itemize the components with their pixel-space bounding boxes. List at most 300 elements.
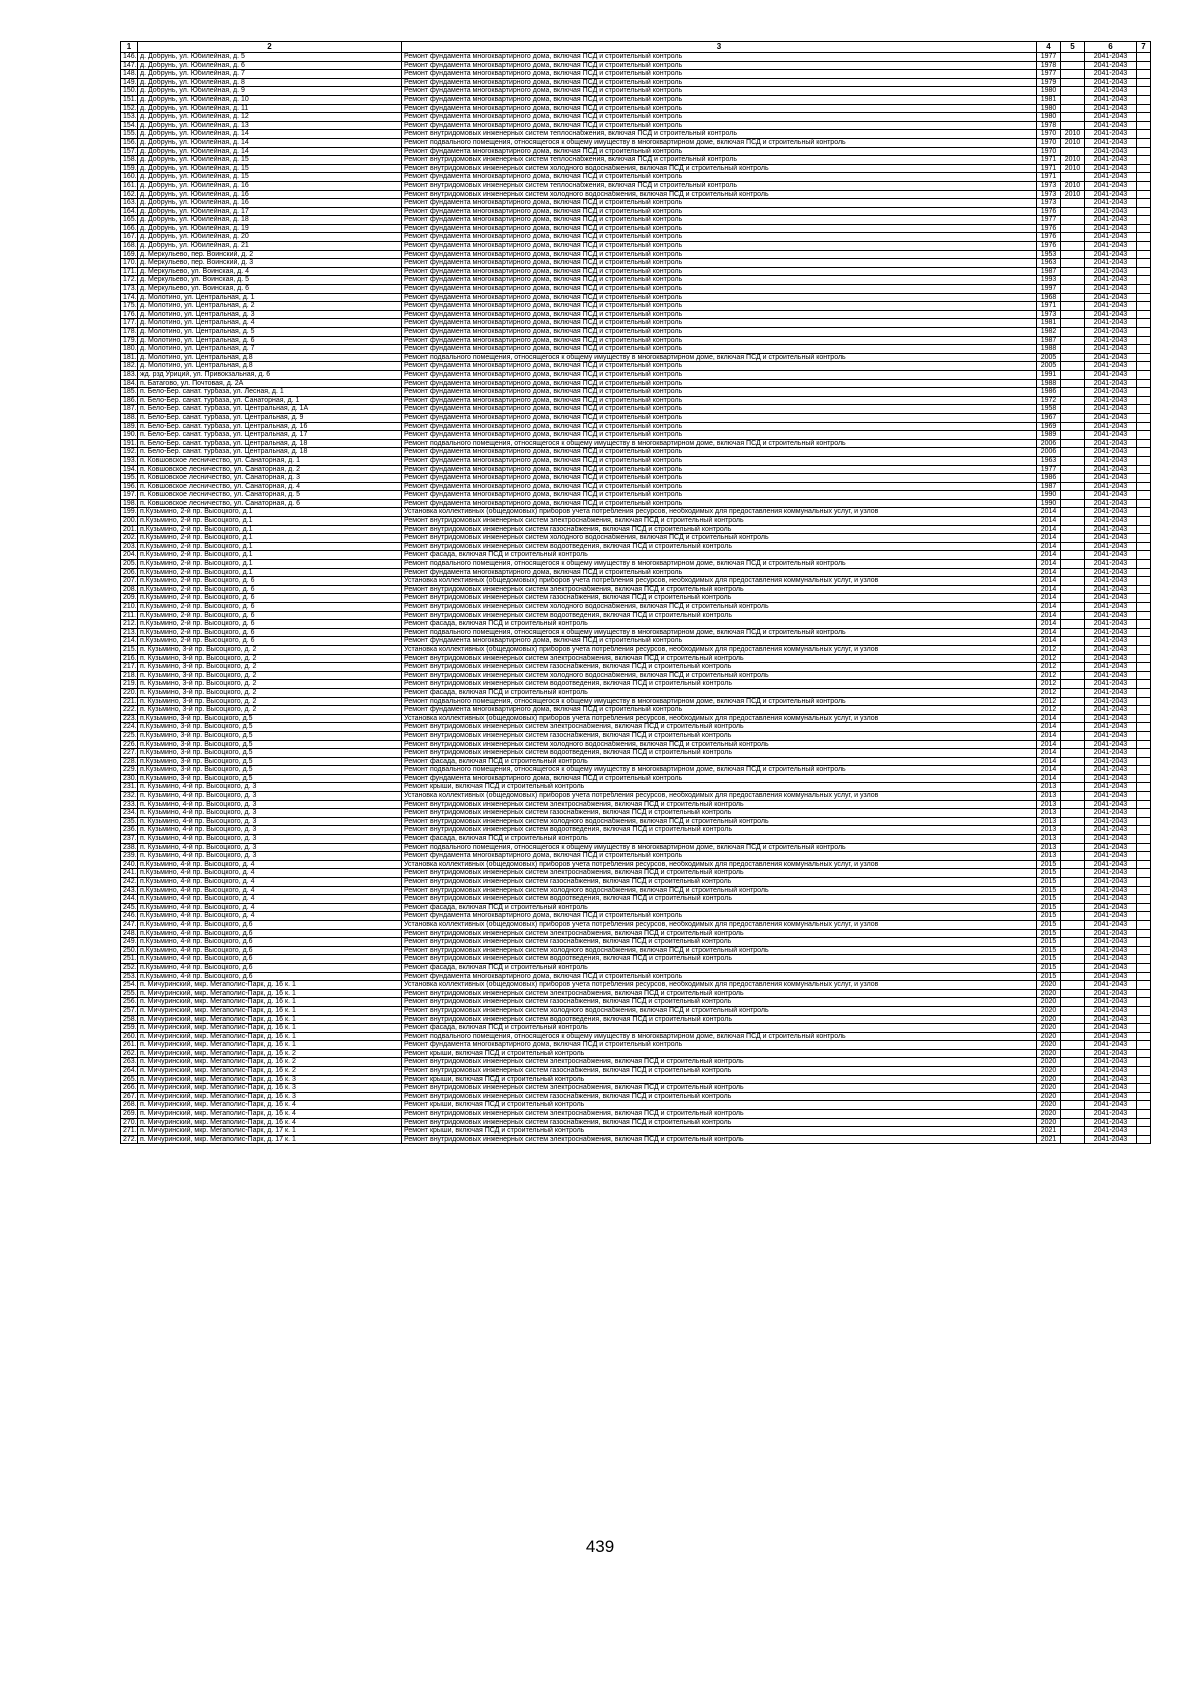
planned-period-cell: 2041-2043 [1085, 594, 1137, 603]
planned-period-cell: 2041-2043 [1085, 688, 1137, 697]
col7-cell [1137, 439, 1151, 448]
build-year-cell: 2013 [1037, 817, 1061, 826]
planned-period-cell: 2041-2043 [1085, 525, 1137, 534]
table-row [121, 130, 1151, 139]
work-type-cell: Ремонт внутридомовых инженерных систем электроснабжения, включая ПСД и строительный контроль [402, 1110, 1037, 1119]
row-number: 168. [121, 242, 138, 251]
address-cell: п.Кузьмино, 4-й пр. Высоцкого, д.6 [138, 946, 402, 955]
build-year-cell: 2014 [1037, 560, 1061, 569]
row-number: 202. [121, 534, 138, 543]
work-type-cell: Ремонт фундамента многоквартирного дома, включая ПСД и строительный контроль [402, 413, 1037, 422]
last-repair-year-cell [1061, 1024, 1085, 1033]
work-type-cell: Ремонт крыши, включая ПСД и строительный контроль [402, 1075, 1037, 1084]
col7-cell [1137, 594, 1151, 603]
planned-period-cell: 2041-2043 [1085, 285, 1137, 294]
row-number: 177. [121, 319, 138, 328]
work-type-cell: Ремонт фундамента многоквартирного дома, включая ПСД и строительный контроль [402, 345, 1037, 354]
last-repair-year-cell [1061, 671, 1085, 680]
last-repair-year-cell [1061, 517, 1085, 526]
build-year-cell: 2013 [1037, 792, 1061, 801]
table-row [121, 938, 1151, 947]
work-type-cell: Ремонт фундамента многоквартирного дома, включая ПСД и строительный контроль [402, 121, 1037, 130]
address-cell: п.Кузьмино, 4-й пр. Высоцкого, д. 4 [138, 903, 402, 912]
address-cell: п.Кузьмино, 2-й пр. Высоцкого, д. 6 [138, 611, 402, 620]
build-year-cell: 1970 [1037, 147, 1061, 156]
address-cell: п. Кузьмино, 4-й пр. Высоцкого, д. 3 [138, 800, 402, 809]
address-cell: п. Мичуринский, мкр. Мегаполис-Парк, д. 16 к. 4 [138, 1110, 402, 1119]
work-type-cell: Ремонт внутридомовых инженерных систем электроснабжения, включая ПСД и строительный контроль [402, 517, 1037, 526]
planned-period-cell: 2041-2043 [1085, 448, 1137, 457]
build-year-cell: 2020 [1037, 1118, 1061, 1127]
last-repair-year-cell [1061, 860, 1085, 869]
table-row [121, 70, 1151, 79]
address-cell: п. Ковшовское лесничество, ул. Санаторная, д. 4 [138, 482, 402, 491]
table-row [121, 1127, 1151, 1136]
table-row [121, 835, 1151, 844]
build-year-cell: 2012 [1037, 706, 1061, 715]
last-repair-year-cell [1061, 267, 1085, 276]
col7-cell [1137, 972, 1151, 981]
build-year-cell: 2015 [1037, 955, 1061, 964]
last-repair-year-cell [1061, 1110, 1085, 1119]
table-row [121, 293, 1151, 302]
last-repair-year-cell [1061, 878, 1085, 887]
planned-period-cell: 2041-2043 [1085, 843, 1137, 852]
work-type-cell: Ремонт внутридомовых инженерных систем газоснабжения, включая ПСД и строительный контроль [402, 525, 1037, 534]
work-type-cell: Ремонт внутридомовых инженерных систем холодного водоснабжения, включая ПСД и строительный контроль [402, 946, 1037, 955]
col7-cell [1137, 878, 1151, 887]
build-year-cell: 2014 [1037, 517, 1061, 526]
col7-cell [1137, 431, 1151, 440]
table-row [121, 714, 1151, 723]
address-cell: д. Молотино, ул. Центральная, д. 6 [138, 336, 402, 345]
build-year-cell: 2006 [1037, 439, 1061, 448]
table-row [121, 147, 1151, 156]
address-cell: д. Добрунь, ул. Юбилейная, д. 17 [138, 207, 402, 216]
last-repair-year-cell [1061, 233, 1085, 242]
row-number: 242. [121, 878, 138, 887]
address-cell: д. Добрунь, ул. Юбилейная, д. 5 [138, 53, 402, 62]
table-row [121, 173, 1151, 182]
address-cell: д. Добрунь, ул. Юбилейная, д. 8 [138, 78, 402, 87]
planned-period-cell: 2041-2043 [1085, 637, 1137, 646]
table-row [121, 680, 1151, 689]
row-number: 244. [121, 895, 138, 904]
planned-period-cell: 2041-2043 [1085, 1092, 1137, 1101]
planned-period-cell: 2041-2043 [1085, 147, 1137, 156]
table-row [121, 757, 1151, 766]
address-cell: п. Мичуринский, мкр. Мегаполис-Парк, д. 16 к. 1 [138, 1032, 402, 1041]
build-year-cell: 2006 [1037, 448, 1061, 457]
col7-cell [1137, 525, 1151, 534]
col7-cell [1137, 181, 1151, 190]
table-row [121, 267, 1151, 276]
address-cell: п. Ковшовское лесничество, ул. Санаторная, д. 3 [138, 474, 402, 483]
col7-cell [1137, 207, 1151, 216]
col7-cell [1137, 1127, 1151, 1136]
address-cell: д. Добрунь, ул. Юбилейная, д. 14 [138, 147, 402, 156]
work-type-cell: Ремонт фундамента многоквартирного дома, включая ПСД и строительный контроль [402, 482, 1037, 491]
last-repair-year-cell [1061, 1006, 1085, 1015]
col7-cell [1137, 749, 1151, 758]
row-number: 251. [121, 955, 138, 964]
table-row [121, 860, 1151, 869]
address-cell: п. Батагово, ул. Почтовая, д. 2А [138, 379, 402, 388]
last-repair-year-cell [1061, 1041, 1085, 1050]
last-repair-year-cell [1061, 1101, 1085, 1110]
work-type-cell: Ремонт внутридомовых инженерных систем водоотведения, включая ПСД и строительный контроль [402, 1015, 1037, 1024]
build-year-cell: 1973 [1037, 199, 1061, 208]
last-repair-year-cell [1061, 422, 1085, 431]
address-cell: д. Добрунь, ул. Юбилейная, д. 9 [138, 87, 402, 96]
work-type-cell: Ремонт внутридомовых инженерных систем холодного водоснабжения, включая ПСД и строительный контроль [402, 534, 1037, 543]
row-number: 204. [121, 551, 138, 560]
address-cell: п. Кузьмино, 4-й пр. Высоцкого, д. 3 [138, 826, 402, 835]
work-type-cell: Ремонт фасада, включая ПСД и строительный контроль [402, 835, 1037, 844]
address-cell: п. Мичуринский, мкр. Мегаполис-Парк, д. 16 к. 1 [138, 1024, 402, 1033]
work-type-cell: Ремонт фундамента многоквартирного дома, включая ПСД и строительный контроль [402, 852, 1037, 861]
address-cell: п. Бело-Бер. санат. турбаза, ул. Центральная, д. 17 [138, 431, 402, 440]
build-year-cell: 2012 [1037, 645, 1061, 654]
row-number: 209. [121, 594, 138, 603]
build-year-cell: 1968 [1037, 293, 1061, 302]
last-repair-year-cell [1061, 302, 1085, 311]
last-repair-year-cell [1061, 903, 1085, 912]
build-year-cell: 1977 [1037, 70, 1061, 79]
header-col-6: 6 [1085, 42, 1137, 53]
col7-cell [1137, 78, 1151, 87]
row-number: 196. [121, 482, 138, 491]
address-cell: жд. рзд Уриций, ул. Привокзальная, д. 6 [138, 370, 402, 379]
col7-cell [1137, 259, 1151, 268]
address-cell: д. Молотино, ул. Центральная, д. 3 [138, 310, 402, 319]
col7-cell [1137, 517, 1151, 526]
last-repair-year-cell: 2010 [1061, 190, 1085, 199]
work-type-cell: Ремонт внутридомовых инженерных систем газоснабжения, включая ПСД и строительный контроль [402, 731, 1037, 740]
table-row [121, 104, 1151, 113]
table-row [121, 113, 1151, 122]
planned-period-cell: 2041-2043 [1085, 1127, 1137, 1136]
table-row [121, 207, 1151, 216]
table-row [121, 774, 1151, 783]
row-number: 267. [121, 1092, 138, 1101]
col7-cell [1137, 121, 1151, 130]
last-repair-year-cell [1061, 1075, 1085, 1084]
address-cell: д. Добрунь, ул. Юбилейная, д. 16 [138, 199, 402, 208]
work-type-cell: Ремонт подвального помещения, относящегося к общему имуществу в многоквартирном доме, включая ПСД и строительный контроль [402, 1032, 1037, 1041]
row-number: 203. [121, 542, 138, 551]
table-row [121, 998, 1151, 1007]
build-year-cell: 2015 [1037, 963, 1061, 972]
work-type-cell: Установка коллективных (общедомовых) приборов учета потребления ресурсов, необходимых для предоставления коммунальных услуг, и узлов [402, 981, 1037, 990]
table-row [121, 706, 1151, 715]
last-repair-year-cell [1061, 370, 1085, 379]
planned-period-cell: 2041-2043 [1085, 370, 1137, 379]
address-cell: д. Добрунь, ул. Юбилейная, д. 21 [138, 242, 402, 251]
table-row [121, 121, 1151, 130]
work-type-cell: Ремонт внутридомовых инженерных систем холодного водоснабжения, включая ПСД и строительный контроль [402, 886, 1037, 895]
table-row [121, 422, 1151, 431]
work-type-cell: Ремонт внутридомовых инженерных систем холодного водоснабжения, включая ПСД и строительный контроль [402, 740, 1037, 749]
build-year-cell: 2013 [1037, 835, 1061, 844]
last-repair-year-cell [1061, 972, 1085, 981]
col7-cell [1137, 585, 1151, 594]
row-number: 160. [121, 173, 138, 182]
work-type-cell: Ремонт фасада, включая ПСД и строительный контроль [402, 963, 1037, 972]
address-cell: п.Кузьмино, 4-й пр. Высоцкого, д. 4 [138, 895, 402, 904]
address-cell: п.Кузьмино, 4-й пр. Высоцкого, д.6 [138, 929, 402, 938]
last-repair-year-cell [1061, 929, 1085, 938]
row-number: 270. [121, 1118, 138, 1127]
planned-period-cell: 2041-2043 [1085, 1015, 1137, 1024]
address-cell: п.Кузьмино, 2-й пр. Высоцкого, д. 6 [138, 594, 402, 603]
address-cell: д. Молотино, ул. Центральная, д. 1 [138, 293, 402, 302]
row-number: 200. [121, 517, 138, 526]
row-number: 185. [121, 388, 138, 397]
col7-cell [1137, 276, 1151, 285]
build-year-cell: 1967 [1037, 413, 1061, 422]
row-number: 150. [121, 87, 138, 96]
table-row [121, 362, 1151, 371]
table-row [121, 568, 1151, 577]
row-number: 179. [121, 336, 138, 345]
col7-cell [1137, 843, 1151, 852]
table-row [121, 1084, 1151, 1093]
last-repair-year-cell [1061, 87, 1085, 96]
table-row [121, 1092, 1151, 1101]
table-row [121, 1032, 1151, 1041]
planned-period-cell: 2041-2043 [1085, 207, 1137, 216]
address-cell: д. Молотино, ул. Центральная, д. 2 [138, 302, 402, 311]
planned-period-cell: 2041-2043 [1085, 113, 1137, 122]
planned-period-cell: 2041-2043 [1085, 757, 1137, 766]
table-row [121, 164, 1151, 173]
last-repair-year-cell [1061, 886, 1085, 895]
address-cell: п.Кузьмино, 2-й пр. Высоцкого, д. 6 [138, 585, 402, 594]
planned-period-cell: 2041-2043 [1085, 560, 1137, 569]
table-row [121, 474, 1151, 483]
work-type-cell: Ремонт фундамента многоквартирного дома, включая ПСД и строительный контроль [402, 53, 1037, 62]
work-type-cell: Ремонт фундамента многоквартирного дома, включая ПСД и строительный контроль [402, 1041, 1037, 1050]
col7-cell [1137, 61, 1151, 70]
work-type-cell: Ремонт фасада, включая ПСД и строительный контроль [402, 688, 1037, 697]
table-row [121, 259, 1151, 268]
build-year-cell: 1990 [1037, 491, 1061, 500]
address-cell: п.Кузьмино, 2-й пр. Высоцкого, д. 6 [138, 620, 402, 629]
address-cell: п. Кузьмино, 3-й пр. Высоцкого, д. 2 [138, 671, 402, 680]
work-type-cell: Ремонт фундамента многоквартирного дома, включая ПСД и строительный контроль [402, 276, 1037, 285]
address-cell: п.Кузьмино, 2-й пр. Высоцкого, д.1 [138, 551, 402, 560]
planned-period-cell: 2041-2043 [1085, 491, 1137, 500]
address-cell: д. Меркульево, пер. Воинский, д. 2 [138, 250, 402, 259]
table-row [121, 319, 1151, 328]
planned-period-cell: 2041-2043 [1085, 981, 1137, 990]
address-cell: п.Кузьмино, 4-й пр. Высоцкого, д.6 [138, 963, 402, 972]
col7-cell [1137, 628, 1151, 637]
work-type-cell: Ремонт подвального помещения, относящегося к общему имуществу в многоквартирном доме, включая ПСД и строительный контроль [402, 628, 1037, 637]
row-number: 207. [121, 577, 138, 586]
last-repair-year-cell [1061, 680, 1085, 689]
work-type-cell: Ремонт фундамента многоквартирного дома, включая ПСД и строительный контроль [402, 104, 1037, 113]
col7-cell [1137, 1135, 1151, 1144]
planned-period-cell: 2041-2043 [1085, 809, 1137, 818]
table-row [121, 87, 1151, 96]
table-body [121, 53, 1151, 1144]
table-row [121, 912, 1151, 921]
build-year-cell: 2014 [1037, 714, 1061, 723]
work-type-cell: Ремонт фундамента многоквартирного дома, включая ПСД и строительный контроль [402, 912, 1037, 921]
col7-cell [1137, 1101, 1151, 1110]
planned-period-cell: 2041-2043 [1085, 731, 1137, 740]
last-repair-year-cell [1061, 938, 1085, 947]
last-repair-year-cell [1061, 895, 1085, 904]
col7-cell [1137, 130, 1151, 139]
last-repair-year-cell [1061, 568, 1085, 577]
table-row [121, 396, 1151, 405]
col7-cell [1137, 637, 1151, 646]
table-row [121, 1049, 1151, 1058]
planned-period-cell: 2041-2043 [1085, 1041, 1137, 1050]
table-row [121, 1075, 1151, 1084]
last-repair-year-cell [1061, 173, 1085, 182]
build-year-cell: 2014 [1037, 525, 1061, 534]
row-number: 153. [121, 113, 138, 122]
col7-cell [1137, 946, 1151, 955]
row-number: 190. [121, 431, 138, 440]
table-row [121, 878, 1151, 887]
build-year-cell: 1971 [1037, 302, 1061, 311]
row-number: 195. [121, 474, 138, 483]
work-type-cell: Ремонт внутридомовых инженерных систем холодного водоснабжения, включая ПСД и строительный контроль [402, 817, 1037, 826]
row-number: 218. [121, 671, 138, 680]
row-number: 235. [121, 817, 138, 826]
build-year-cell: 1976 [1037, 207, 1061, 216]
build-year-cell: 2015 [1037, 860, 1061, 869]
address-cell: п.Кузьмино, 2-й пр. Высоцкого, д.1 [138, 560, 402, 569]
address-cell: п.Кузьмино, 2-й пр. Высоцкого, д.1 [138, 517, 402, 526]
table-row [121, 431, 1151, 440]
last-repair-year-cell [1061, 95, 1085, 104]
planned-period-cell: 2041-2043 [1085, 938, 1137, 947]
build-year-cell: 2014 [1037, 577, 1061, 586]
build-year-cell: 2015 [1037, 946, 1061, 955]
row-number: 253. [121, 972, 138, 981]
row-number: 212. [121, 620, 138, 629]
col7-cell [1137, 731, 1151, 740]
work-type-cell: Ремонт фундамента многоквартирного дома, включая ПСД и строительный контроль [402, 448, 1037, 457]
col7-cell [1137, 1092, 1151, 1101]
work-type-cell: Ремонт подвального помещения, относящегося к общему имуществу в многоквартирном доме, включая ПСД и строительный контроль [402, 697, 1037, 706]
build-year-cell: 1963 [1037, 456, 1061, 465]
col7-cell [1137, 800, 1151, 809]
address-cell: д. Добрунь, ул. Юбилейная, д. 20 [138, 233, 402, 242]
build-year-cell: 1989 [1037, 431, 1061, 440]
planned-period-cell: 2041-2043 [1085, 774, 1137, 783]
row-number: 221. [121, 697, 138, 706]
last-repair-year-cell [1061, 431, 1085, 440]
last-repair-year-cell [1061, 981, 1085, 990]
col7-cell [1137, 199, 1151, 208]
last-repair-year-cell [1061, 362, 1085, 371]
address-cell: п. Мичуринский, мкр. Мегаполис-Парк, д. 16 к. 1 [138, 989, 402, 998]
work-type-cell: Ремонт внутридомовых инженерных систем газоснабжения, включая ПСД и строительный контроль [402, 878, 1037, 887]
build-year-cell: 2014 [1037, 551, 1061, 560]
build-year-cell: 2014 [1037, 611, 1061, 620]
col7-cell [1137, 714, 1151, 723]
work-type-cell: Ремонт фундамента многоквартирного дома, включая ПСД и строительный контроль [402, 336, 1037, 345]
table-row [121, 740, 1151, 749]
planned-period-cell: 2041-2043 [1085, 869, 1137, 878]
col7-cell [1137, 963, 1151, 972]
planned-period-cell: 2041-2043 [1085, 345, 1137, 354]
planned-period-cell: 2041-2043 [1085, 542, 1137, 551]
address-cell: п.Кузьмино, 3-й пр. Высоцкого, д.5 [138, 731, 402, 740]
row-number: 226. [121, 740, 138, 749]
row-number: 245. [121, 903, 138, 912]
last-repair-year-cell [1061, 285, 1085, 294]
col7-cell [1137, 224, 1151, 233]
address-cell: п. Кузьмино, 3-й пр. Высоцкого, д. 2 [138, 663, 402, 672]
planned-period-cell: 2041-2043 [1085, 1006, 1137, 1015]
work-type-cell: Установка коллективных (общедомовых) приборов учета потребления ресурсов, необходимых для предоставления коммунальных услуг, и узлов [402, 577, 1037, 586]
table-row [121, 817, 1151, 826]
col7-cell [1137, 379, 1151, 388]
work-type-cell: Ремонт фундамента многоквартирного дома, включая ПСД и строительный контроль [402, 259, 1037, 268]
planned-period-cell: 2041-2043 [1085, 852, 1137, 861]
last-repair-year-cell [1061, 611, 1085, 620]
col7-cell [1137, 723, 1151, 732]
table-row [121, 328, 1151, 337]
address-cell: п. Мичуринский, мкр. Мегаполис-Парк, д. 16 к. 4 [138, 1118, 402, 1127]
table-row [121, 852, 1151, 861]
build-year-cell: 1981 [1037, 95, 1061, 104]
last-repair-year-cell [1061, 259, 1085, 268]
table-row [121, 809, 1151, 818]
table-row [121, 963, 1151, 972]
last-repair-year-cell [1061, 688, 1085, 697]
address-cell: п. Мичуринский, мкр. Мегаполис-Парк, д. 16 к. 4 [138, 1101, 402, 1110]
build-year-cell: 1979 [1037, 78, 1061, 87]
col7-cell [1137, 903, 1151, 912]
build-year-cell: 2015 [1037, 869, 1061, 878]
work-type-cell: Ремонт внутридомовых инженерных систем теплоснабжения, включая ПСД и строительный контроль [402, 130, 1037, 139]
work-type-cell: Ремонт фундамента многоквартирного дома, включая ПСД и строительный контроль [402, 456, 1037, 465]
row-number: 193. [121, 456, 138, 465]
build-year-cell: 2015 [1037, 886, 1061, 895]
last-repair-year-cell [1061, 388, 1085, 397]
col7-cell [1137, 542, 1151, 551]
row-number: 249. [121, 938, 138, 947]
last-repair-year-cell [1061, 525, 1085, 534]
planned-period-cell: 2041-2043 [1085, 224, 1137, 233]
build-year-cell: 1972 [1037, 396, 1061, 405]
build-year-cell: 1980 [1037, 87, 1061, 96]
work-type-cell: Ремонт фасада, включая ПСД и строительный контроль [402, 1024, 1037, 1033]
row-number: 188. [121, 413, 138, 422]
build-year-cell: 1980 [1037, 104, 1061, 113]
address-cell: п.Кузьмино, 2-й пр. Высоцкого, д.1 [138, 534, 402, 543]
planned-period-cell: 2041-2043 [1085, 1049, 1137, 1058]
build-year-cell: 2020 [1037, 1067, 1061, 1076]
col7-cell [1137, 362, 1151, 371]
build-year-cell: 2013 [1037, 809, 1061, 818]
col7-cell [1137, 697, 1151, 706]
build-year-cell: 2015 [1037, 895, 1061, 904]
work-type-cell: Ремонт фундамента многоквартирного дома, включая ПСД и строительный контроль [402, 499, 1037, 508]
build-year-cell: 1970 [1037, 130, 1061, 139]
address-cell: п. Мичуринский, мкр. Мегаполис-Парк, д. 17 к. 1 [138, 1135, 402, 1144]
planned-period-cell: 2041-2043 [1085, 620, 1137, 629]
